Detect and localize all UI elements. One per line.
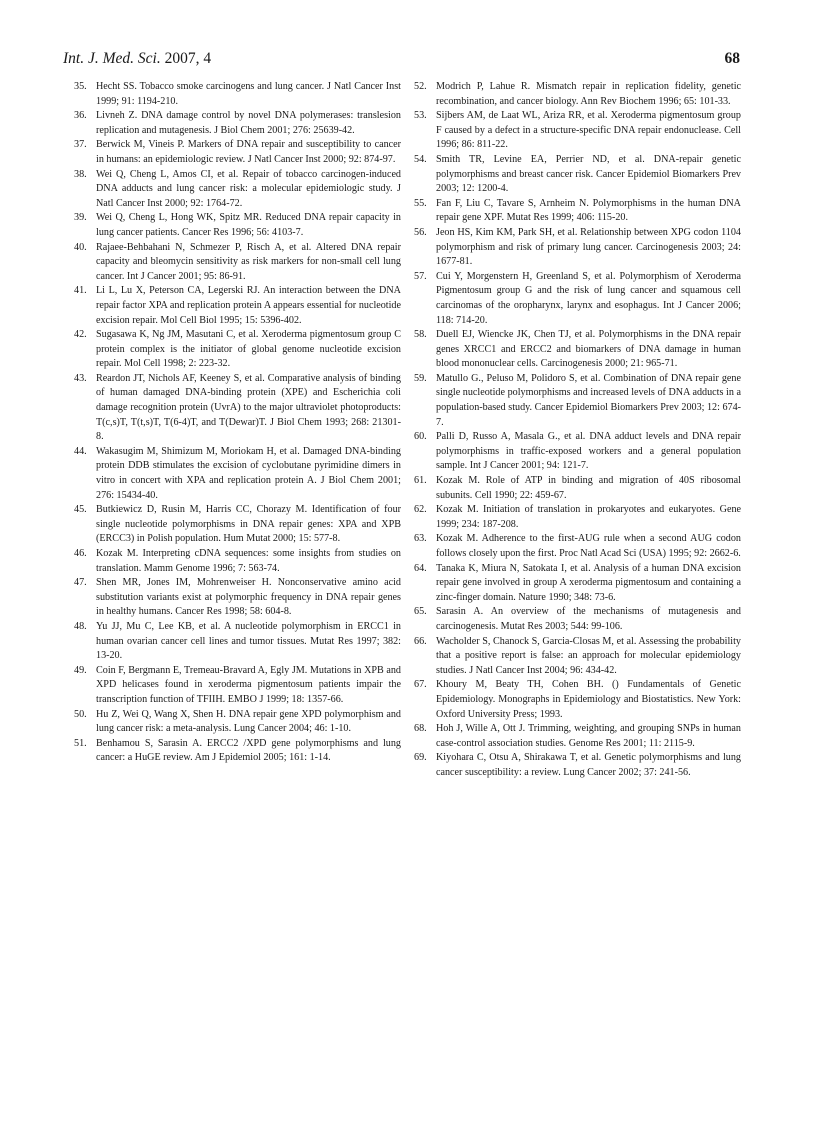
- reference-number: 36.: [74, 110, 87, 122]
- reference-text: Kozak M. Role of ATP in binding and migration of 40S ribosomal subunits. Cell 1990; 22: 459-67.: [436, 475, 741, 501]
- reference-entry: [414, 328, 741, 372]
- reference-number: 40.: [74, 241, 87, 253]
- reference-entry: [414, 430, 741, 474]
- reference-text: Shen MR, Jones IM, Mohrenweiser H. Nonconservative amino acid substitution variants exist at polymorphic frequency in DNA repair genes in healthy humans. Cancer Res 1998; 58: 604-8.: [96, 577, 401, 618]
- reference-text: Coin F, Bergmann E, Tremeau-Bravard A, Egly JM. Mutations in XPB and XPD helicases found in xeroderma pigmentosum patients impair the transcription function of TFIIH. EMBO J 1999; 18: 1357-66.: [96, 664, 401, 705]
- reference-text: Smith TR, Levine EA, Perrier ND, et al. DNA-repair genetic polymorphisms and breast cancer risk. Cancer Epidemiol Biomarkers Prev 2003; 12: 1200-4.: [436, 153, 741, 195]
- reference-text: Livneh Z. DNA damage control by novel DNA polymerases: translesion replication and mutagenesis. J Biol Chem 2001; 276: 25639-42.: [96, 110, 401, 136]
- reference-number: 53.: [414, 110, 427, 122]
- reference-number: 64.: [414, 562, 427, 574]
- reference-entry: [414, 226, 741, 270]
- reference-text: Yu JJ, Mu C, Lee KB, et al. A nucleotide polymorphism in ERCC1 in human ovarian cancer cell lines and tumor tissues. Mutat Res 1997; 382: 13-20.: [96, 620, 401, 662]
- reference-number: 68.: [414, 723, 427, 735]
- reference-entry: [74, 737, 401, 766]
- reference-number: 69.: [414, 752, 427, 764]
- reference-text: Sugasawa K, Ng JM, Masutani C, et al. Xeroderma pigmentosum group C protein complex is the initiator of global genome nucleotide excision repair. Mol Cell 1998; 2: 223-32.: [96, 329, 401, 370]
- reference-text: Palli D, Russo A, Masala G., et al. DNA adduct levels and DNA repair polymorphisms in traffic-exposed workers and a general population sample. Int J Cancer 2001; 94: 121-7.: [436, 431, 741, 472]
- reference-number: 56.: [414, 226, 427, 238]
- reference-text: Kozak M. Interpreting cDNA sequences: some insights from studies on translation. Mamm Genome 1996; 7: 563-74.: [96, 548, 401, 574]
- reference-entry: [74, 284, 401, 328]
- journal-name: Int. J. Med. Sci.: [63, 50, 161, 67]
- reference-text: Hecht SS. Tobacco smoke carcinogens and lung cancer. J Natl Cancer Inst 1999; 91: 1194-210.: [96, 81, 401, 107]
- reference-entry: [74, 241, 401, 285]
- reference-entry: [414, 372, 741, 430]
- reference-text: Wakasugim M, Shimizum M, Moriokam H, et al. Damaged DNA-binding protein DDB stimulates the excision of cyclobutane pyrimidine dimers in vitro in concert with XPA and replication protein A. J Biol Chem 2001; 276: 15434-40.: [96, 445, 401, 501]
- reference-entry: [414, 635, 741, 679]
- reference-entry: [74, 80, 401, 109]
- page-header: [63, 50, 740, 74]
- reference-entry: [414, 503, 741, 532]
- reference-text: Reardon JT, Nichols AF, Keeney S, et al. Comparative analysis of binding of human damaged DNA-binding protein (XPE) and Escherichia coli damage recognition protein (UvrA) to the major ultraviolet photoproducts: T(c,s)T, T(t,s)T, T(6-4)T, and T(Dewar)T. J Biol Chem 1993; 268: 21301-8.: [96, 372, 401, 443]
- reference-text: Kozak M. Adherence to the first-AUG rule when a second AUG codon follows closely upon the first. Proc Natl Acad Sci (USA) 1995; 92: 2662-6.: [436, 533, 741, 559]
- reference-text: Kiyohara C, Otsu A, Shirakawa T, et al. Genetic polymorphisms and lung cancer susceptibility: a review. Lung Cancer 2002; 37: 241-56.: [436, 752, 741, 778]
- reference-number: 67.: [414, 679, 427, 691]
- reference-number: 63.: [414, 533, 427, 545]
- reference-text: Jeon HS, Kim KM, Park SH, et al. Relationship between XPG codon 1104 polymorphism and risk of primary lung cancer. Carcinogenesis 2003; 24: 1677-81.: [436, 226, 741, 268]
- reference-entry: [74, 328, 401, 372]
- reference-text: Wei Q, Cheng L, Amos CI, et al. Repair of tobacco carcinogen-induced DNA adducts and lung cancer risk: a molecular epidemiologic study. J Natl Cancer Inst 2000; 92: 1764-72.: [96, 168, 401, 209]
- reference-text: Hu Z, Wei Q, Wang X, Shen H. DNA repair gene XPD polymorphism and lung cancer risk: a meta-analysis. Lung Cancer 2004; 46: 1-10.: [96, 708, 401, 735]
- journal-citation: [63, 50, 211, 68]
- reference-text: Benhamou S, Sarasin A. ERCC2 /XPD gene polymorphisms and lung cancer: a HuGE review. Am J Epidemiol 2005; 161: 1-14.: [96, 737, 401, 764]
- reference-number: 35.: [74, 81, 87, 92]
- reference-text: Berwick M, Vineis P. Markers of DNA repair and susceptibility to cancer in humans: an epidemiologic review. J Natl Cancer Inst 2000; 92: 874-97.: [96, 139, 401, 165]
- reference-entry: [74, 138, 401, 167]
- reference-entry: [414, 605, 741, 634]
- reference-text: Cui Y, Morgenstern H, Greenland S, et al. Polymorphism of Xeroderma Pigmentosum group G and the risk of lung cancer and squamous cell carcinomas of the oropharynx, larynx and esophagus. Int J Cancer 2006; 118: 714-20.: [436, 270, 741, 326]
- reference-entry: [414, 109, 741, 153]
- references-right-column: [414, 80, 741, 781]
- reference-text: Matullo G., Peluso M, Polidoro S, et al. Combination of DNA repair gene single nucleotide polymorphisms and increased levels of DNA adducts in a population-based study. Cancer Epidemiol Biomarkers Prev 2003; 12: 674-7.: [436, 372, 742, 428]
- reference-number: 51.: [74, 737, 87, 749]
- reference-text: Wei Q, Cheng L, Hong WK, Spitz MR. Reduced DNA repair capacity in lung cancer patients. Cancer Res 1996; 56: 4103-7.: [96, 212, 401, 238]
- reference-number: 50.: [74, 708, 87, 720]
- reference-number: 58.: [414, 329, 427, 341]
- reference-number: 46.: [74, 548, 87, 559]
- reference-entry: [414, 153, 741, 197]
- reference-number: 43.: [74, 372, 87, 384]
- reference-entry: [414, 722, 741, 751]
- reference-number: 49.: [74, 664, 87, 676]
- reference-entry: [74, 109, 401, 138]
- reference-text: Wacholder S, Chanock S, Garcia-Closas M, et al. Assessing the probability that a positive report is false: an approach for molecular epidemiology studies. J Natl Cancer Inst 2004; 96: 434-42.: [436, 635, 741, 676]
- reference-number: 55.: [414, 197, 427, 209]
- reference-number: 39.: [74, 212, 87, 224]
- reference-entry: [74, 211, 401, 240]
- reference-number: 57.: [414, 270, 427, 282]
- reference-number: 38.: [74, 168, 87, 180]
- reference-number: 52.: [414, 81, 427, 92]
- reference-text: Sijbers AM, de Laat WL, Ariza RR, et al. Xeroderma pigmentosum group F caused by a defect in a structure-specific DNA repair endonuclease. Cell 1996; 86: 811-22.: [436, 110, 741, 151]
- reference-entry: [414, 562, 741, 606]
- reference-number: 60.: [414, 431, 427, 443]
- reference-entry: [414, 197, 741, 226]
- reference-number: 44.: [74, 445, 87, 457]
- reference-number: 42.: [74, 329, 87, 341]
- reference-entry: [414, 474, 741, 503]
- reference-entry: [414, 270, 741, 328]
- reference-entry: [74, 576, 401, 620]
- reference-text: Sarasin A. An overview of the mechanisms of mutagenesis and carcinogenesis. Mutat Res 2003; 544: 99-106.: [436, 606, 741, 632]
- reference-number: 66.: [414, 635, 427, 647]
- reference-number: 37.: [74, 139, 87, 151]
- reference-number: 59.: [414, 372, 427, 384]
- reference-text: Fan F, Liu C, Tavare S, Arnheim N. Polymorphisms in the human DNA repair gene XPF. Mutat Res 1999; 406: 115-20.: [436, 197, 741, 224]
- reference-entry: [74, 547, 401, 576]
- page-number: 68: [724, 50, 740, 67]
- reference-text: Hoh J, Wille A, Ott J. Trimming, weighting, and grouping SNPs in human case-control association studies. Genome Res 2001; 11: 2115-9.: [436, 723, 741, 749]
- reference-text: Modrich P, Lahue R. Mismatch repair in replication fidelity, genetic recombination, and cancer biology. Ann Rev Biochem 1996; 65: 101-33.: [436, 81, 741, 107]
- reference-text: Butkiewicz D, Rusin M, Harris CC, Chorazy M. Identification of four single nucleotide polymorphisms in DNA repair genes: XPA and XPB (ERCC3) in Polish population. Hum Mutat 2000; 15: 577-8.: [96, 504, 401, 545]
- reference-number: 61.: [414, 475, 427, 487]
- reference-number: 47.: [74, 577, 87, 589]
- reference-text: Tanaka K, Miura N, Satokata I, et al. Analysis of a human DNA excision repair gene involved in group A xeroderma pigmentosum and containing a zinc-finger domain. Nature 1990; 348: 73-6.: [436, 562, 741, 603]
- reference-entry: [74, 168, 401, 212]
- reference-number: 54.: [414, 153, 427, 165]
- reference-entry: [74, 664, 401, 708]
- reference-entry: [414, 532, 741, 561]
- reference-text: Duell EJ, Wiencke JK, Chen TJ, et al. Polymorphisms in the DNA repair genes XRCC1 and ERCC2 and biomarkers of DNA damage in human blood mononuclear cells. Carcinogenesis 2000; 21: 965-71.: [436, 329, 741, 370]
- reference-entry: [74, 503, 401, 547]
- reference-number: 62.: [414, 504, 427, 516]
- reference-entry: [414, 751, 741, 780]
- reference-text: Khoury M, Beaty TH, Cohen BH. () Fundamentals of Genetic Epidemiology. Monographs in Epidemiology and Biostatistics. New York: Oxford University Press; 1993.: [436, 679, 741, 720]
- reference-text: Rajaee-Behbahani N, Schmezer P, Risch A, et al. Altered DNA repair capacity and bleomycin sensitivity as risk markers for non-small cell lung cancer. Int J Cancer 2001; 95: 86-91.: [96, 241, 401, 282]
- reference-number: 41.: [74, 285, 87, 297]
- reference-entry: [414, 80, 741, 109]
- reference-text: Kozak M. Initiation of translation in prokaryotes and eukaryotes. Gene 1999; 234: 187-208.: [436, 504, 741, 530]
- reference-entry: [74, 372, 401, 445]
- reference-entry: [74, 620, 401, 664]
- reference-number: 45.: [74, 504, 87, 516]
- reference-entry: [74, 445, 401, 503]
- reference-text: Li L, Lu X, Peterson CA, Legerski RJ. An interaction between the DNA repair factor XPA and replication protein A appears essential for nucleotide excision repair. Mol Cell Biol 1995; 15: 5396-402.: [96, 285, 401, 326]
- reference-number: 48.: [74, 620, 87, 632]
- journal-year-volume: 2007, 4: [164, 50, 212, 67]
- references-left-column: [74, 80, 401, 766]
- reference-entry: [74, 708, 401, 737]
- reference-number: 65.: [414, 606, 427, 618]
- reference-entry: [414, 678, 741, 722]
